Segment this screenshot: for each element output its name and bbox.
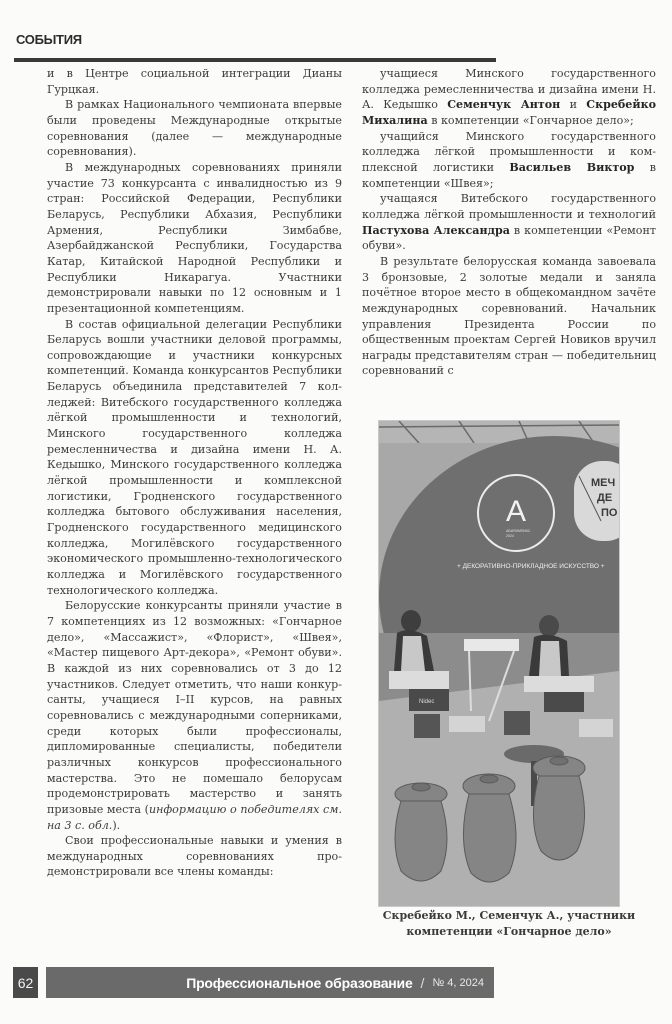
paragraph: Свои профессиональные навыки и умения в международных соревнованиях продемонстрировали все члены команды: bbox=[47, 834, 342, 879]
issue-number: № 4, 2024 bbox=[432, 976, 484, 989]
footer-bar bbox=[46, 967, 494, 998]
footer-separator: / bbox=[420, 974, 425, 991]
header-rule bbox=[14, 58, 496, 62]
svg-text:2024: 2024 bbox=[506, 534, 514, 538]
participant-name: Семенчук Антон bbox=[447, 98, 561, 112]
caption-line: Скребейко М., Семенчук А., участники bbox=[382, 909, 636, 922]
svg-text:ДЕ: ДЕ bbox=[597, 492, 613, 504]
item-text: и bbox=[560, 98, 587, 112]
caption-line: компетенции «Гончарное дело» bbox=[406, 925, 612, 938]
participant-name: Пастухова Александра bbox=[362, 223, 510, 237]
pottery-photo-illustration bbox=[379, 421, 619, 906]
page-number: 62 bbox=[13, 967, 38, 998]
item-text: в компетенции «Ремонт обуви». bbox=[362, 223, 657, 253]
right-column bbox=[362, 66, 656, 379]
team-member-item bbox=[362, 191, 656, 254]
paragraph: и в Центре социальной интеграции Дианы Гурцкая. bbox=[47, 67, 342, 96]
svg-text:+ ДЕКОРАТИВНО-ПРИКЛАДНОЕ ИСКУС: + ДЕКОРАТИВНО-ПРИКЛАДНОЕ ИСКУССТВО + bbox=[457, 563, 605, 570]
paragraph-text: ). bbox=[112, 818, 121, 832]
paragraph: В международных соревнованиях приняли участие 73 конкурсанта с инвалидностью из 9 стран: Российской Федерации, Республики Беларусь, Республики Абхазия, Республики Армения, Республики Зимбабве, Азербайджанской Республики, Государства Катар, Китайской Народной Республики и Республики Никарагуа. Участники демонстрировали навыки по 12 основным и 1 презентационной компетенциям. bbox=[47, 160, 342, 315]
event-photo bbox=[378, 420, 620, 907]
team-member-item bbox=[362, 129, 656, 192]
paragraph: В результате белорусская команда завоевала 3 бронзовые, 2 золотые медали и заняла почётное второе место в общекомандном зачёте международных соревнований. Начальник управления Президента России по общественным проектам Сергей Новиков вручил награды представителям стран — победительниц соревнований с bbox=[362, 254, 656, 378]
paragraph: В рамках Национального чемпионата впервые были проведены Международные открытые соревнования (далее — международные соревнования). bbox=[47, 98, 342, 159]
winners-reference: информацию о победителях см. на 3 с. обл. bbox=[47, 802, 342, 832]
left-column bbox=[47, 66, 342, 880]
item-text: в компетенции «Швея»; bbox=[362, 160, 656, 190]
journal-title: Профессиональное образование bbox=[186, 974, 413, 991]
paragraph-text: Белорусские конкурсанты приняли участие в 7 компетенциях из 12 возможных: «Гончарное дело», «Массажист», «Флорист», «Швея», «Мастер пищевого Арт-декора», «Ремонт обуви». В каждой из них соревновались от 3 до 12 участников. Следует отметить, что наши конкурсанты, учащиеся I–II курсов, на равных соревновались с международными соперниками, среди которых были профессионалы, дипломированные специалисты, победители различных конкурсов профессионального мастерства. Это не помешало белорусам продемонстрировать мастерство и занять призовые места ( bbox=[47, 599, 342, 816]
item-text: в компетенции «Гончарное дело»; bbox=[427, 113, 634, 127]
team-member-item bbox=[362, 66, 656, 129]
photo-caption bbox=[362, 908, 656, 940]
item-text: учащиеся Минского государственного колледжа ремесленничества и дизайна имени Н. А. Кедышко bbox=[362, 67, 656, 112]
svg-text:A: A bbox=[505, 495, 527, 528]
section-label: СОБЫТИЯ bbox=[16, 32, 82, 47]
participant-name: Скребейко Михалина bbox=[362, 98, 656, 127]
paragraph bbox=[47, 598, 342, 833]
svg-text:Nidec: Nidec bbox=[419, 699, 435, 705]
paragraph: В состав официальной делегации Республики Беларусь вошли участники деловой программы, сопровождающие и участники конкурсных компетенций. Команда конкурсантов Республики Беларусь объединила представителей 7 колледжей: Витебского государственного колледжа лёгкой промышленности и технологий, Минского государственного колледжа ремесленничества и дизайна имени Н. А. Кедышко, Минского государственного колледжа лёгкой промышленности и комплексной логистики, Гродненского государственного колледжа бытового обслуживания населения, Гродненского государственного медицинского колледжа, Могилёвского государственного экономического промышленно-технологического колледжа и Могилёвского государственного технологического колледжа. bbox=[47, 317, 342, 597]
svg-text:МЕЧ: МЕЧ bbox=[591, 477, 616, 489]
svg-text:ПО: ПО bbox=[601, 507, 618, 519]
item-text: учащаяся Витебского государственного колледжа лёгкой промышленности и технологий bbox=[362, 192, 656, 221]
svg-text:АБИЛИМПИКС: АБИЛИМПИКС bbox=[506, 529, 531, 533]
participant-name: Васильев Виктор bbox=[509, 160, 635, 174]
item-text: учащийся Минского государственного колледжа лёгкой промышленности и комплексной логистики bbox=[362, 129, 656, 174]
